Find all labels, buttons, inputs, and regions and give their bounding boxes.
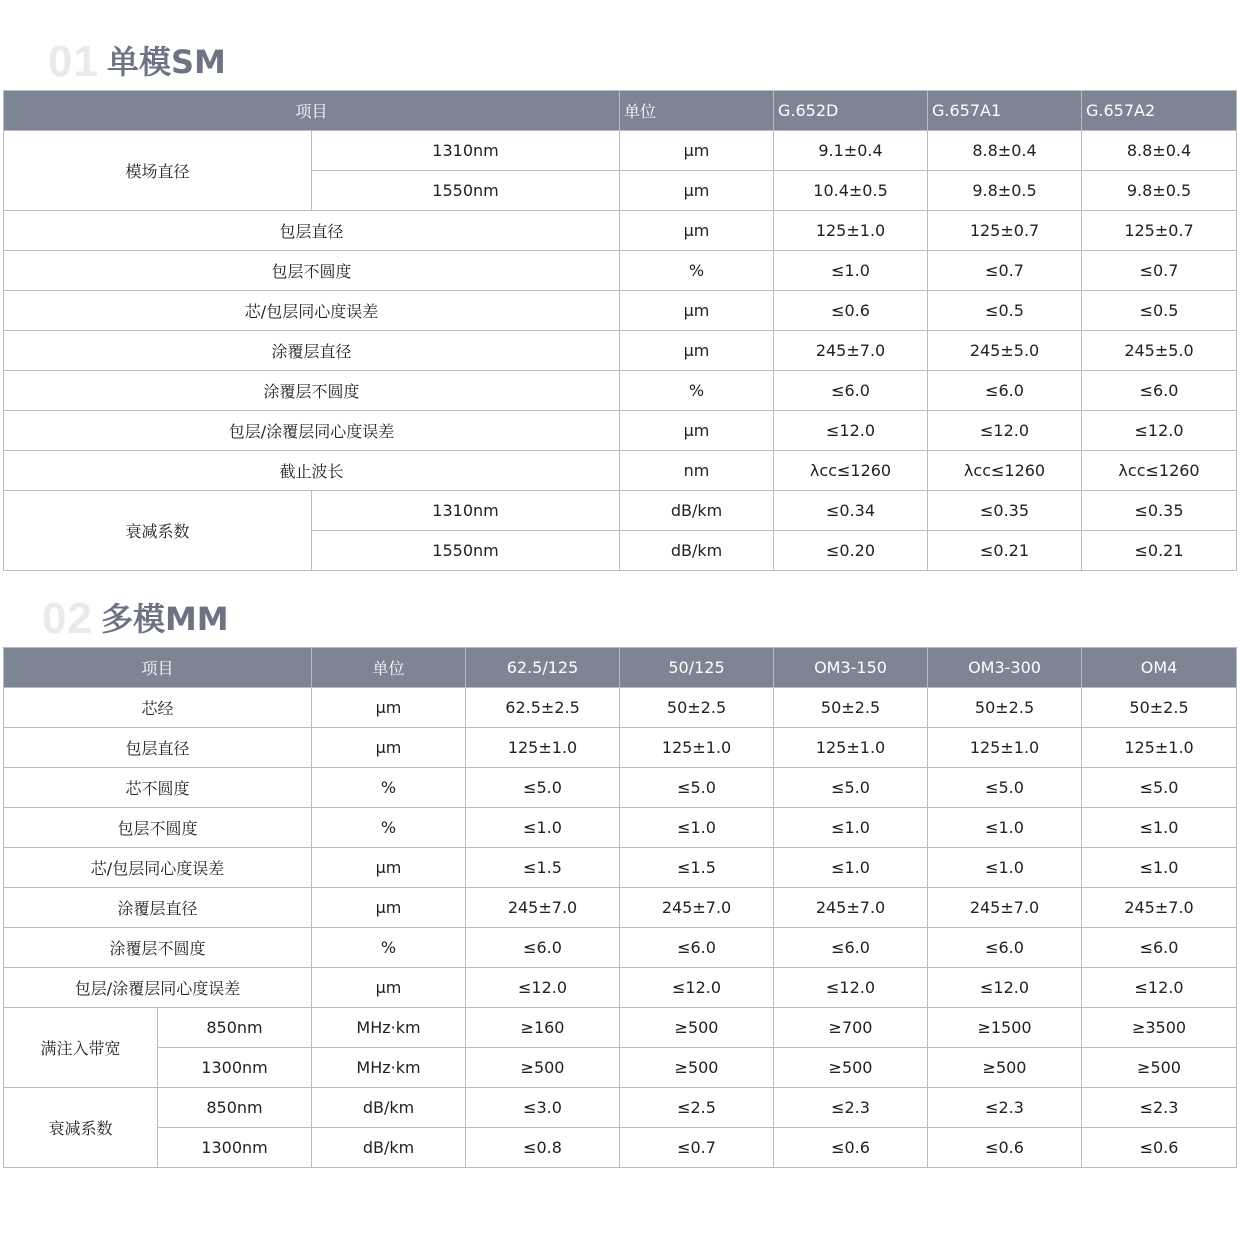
row-sublabel: 1300nm — [158, 1128, 312, 1168]
value-cell: ≤1.0 — [466, 808, 620, 848]
row-label: 涂覆层直径 — [4, 331, 620, 371]
value-cell: ≥700 — [774, 1008, 928, 1048]
table-row — [4, 1088, 1237, 1128]
single-mode-spec-table — [3, 90, 1237, 571]
value-cell: ≤6.0 — [774, 371, 928, 411]
unit-cell: MHz·km — [312, 1008, 466, 1048]
table-header-row — [4, 91, 1237, 131]
value-cell: ≤2.5 — [620, 1088, 774, 1128]
row-label: 包层不圆度 — [4, 808, 312, 848]
table-row — [4, 728, 1237, 768]
table-row — [4, 411, 1237, 451]
header-unit: 单位 — [312, 648, 466, 688]
table-row — [4, 211, 1237, 251]
table-row — [4, 1008, 1237, 1048]
unit-cell: % — [312, 768, 466, 808]
unit-cell: % — [312, 808, 466, 848]
header-g652d: G.652D — [774, 91, 928, 131]
table-row — [4, 1048, 1237, 1088]
row-label: 芯/包层同心度误差 — [4, 848, 312, 888]
value-cell: ≤6.0 — [774, 928, 928, 968]
unit-cell: dB/km — [620, 531, 774, 571]
value-cell: 125±1.0 — [466, 728, 620, 768]
unit-cell: μm — [620, 411, 774, 451]
value-cell: ≥500 — [620, 1008, 774, 1048]
row-sublabel: 850nm — [158, 1008, 312, 1048]
value-cell: ≥500 — [774, 1048, 928, 1088]
value-cell: 245±5.0 — [928, 331, 1082, 371]
value-cell: ≤1.0 — [928, 808, 1082, 848]
value-cell: ≤1.0 — [774, 848, 928, 888]
value-cell: ≤0.21 — [928, 531, 1082, 571]
header-unit: 单位 — [620, 91, 774, 131]
value-cell: ≤1.0 — [620, 808, 774, 848]
table-row — [4, 808, 1237, 848]
unit-cell: μm — [312, 848, 466, 888]
value-cell: ≤0.35 — [928, 491, 1082, 531]
header-om3-300: OM3-300 — [928, 648, 1082, 688]
table-row — [4, 968, 1237, 1008]
value-cell: ≤1.0 — [774, 808, 928, 848]
value-cell: ≥160 — [466, 1008, 620, 1048]
value-cell: 9.1±0.4 — [774, 131, 928, 171]
section-title-sm — [48, 37, 226, 86]
value-cell: ≤0.7 — [620, 1128, 774, 1168]
value-cell: 10.4±0.5 — [774, 171, 928, 211]
value-cell: ≥500 — [466, 1048, 620, 1088]
value-cell: ≤2.3 — [928, 1088, 1082, 1128]
value-cell: 8.8±0.4 — [928, 131, 1082, 171]
unit-cell: nm — [620, 451, 774, 491]
value-cell: 125±1.0 — [1082, 728, 1237, 768]
value-cell: ≤5.0 — [928, 768, 1082, 808]
row-label: 包层直径 — [4, 211, 620, 251]
value-cell: ≤12.0 — [774, 968, 928, 1008]
value-cell: 50±2.5 — [774, 688, 928, 728]
value-cell: ≤0.6 — [1082, 1128, 1237, 1168]
value-cell: ≤5.0 — [1082, 768, 1237, 808]
table-row — [4, 331, 1237, 371]
row-sublabel: 1550nm — [312, 171, 620, 211]
value-cell: ≤3.0 — [466, 1088, 620, 1128]
value-cell: 62.5±2.5 — [466, 688, 620, 728]
header-62-5-125: 62.5/125 — [466, 648, 620, 688]
unit-cell: μm — [312, 888, 466, 928]
value-cell: ≤5.0 — [620, 768, 774, 808]
section-number: 02 — [42, 594, 93, 643]
row-label: 截止波长 — [4, 451, 620, 491]
value-cell: ≤0.7 — [928, 251, 1082, 291]
value-cell: ≥3500 — [1082, 1008, 1237, 1048]
value-cell: ≤0.35 — [1082, 491, 1237, 531]
value-cell: ≤12.0 — [620, 968, 774, 1008]
table-row — [4, 451, 1237, 491]
value-cell: 245±7.0 — [1082, 888, 1237, 928]
row-label: 芯经 — [4, 688, 312, 728]
value-cell: ≤1.0 — [1082, 848, 1237, 888]
value-cell: ≤0.7 — [1082, 251, 1237, 291]
value-cell: ≤5.0 — [466, 768, 620, 808]
value-cell: ≤0.5 — [928, 291, 1082, 331]
unit-cell: μm — [312, 688, 466, 728]
table-row — [4, 1128, 1237, 1168]
row-label: 涂覆层不圆度 — [4, 928, 312, 968]
table-row — [4, 491, 1237, 531]
row-label: 包层/涂覆层同心度误差 — [4, 968, 312, 1008]
value-cell: ≤0.8 — [466, 1128, 620, 1168]
value-cell: ≥500 — [928, 1048, 1082, 1088]
value-cell: ≤2.3 — [1082, 1088, 1237, 1128]
value-cell: ≥500 — [620, 1048, 774, 1088]
unit-cell: dB/km — [312, 1088, 466, 1128]
section-heading: 单模SM — [106, 43, 226, 81]
value-cell: 50±2.5 — [620, 688, 774, 728]
value-cell: ≤1.0 — [928, 848, 1082, 888]
value-cell: ≤0.20 — [774, 531, 928, 571]
value-cell: ≤6.0 — [928, 371, 1082, 411]
row-label: 涂覆层直径 — [4, 888, 312, 928]
value-cell: ≤6.0 — [466, 928, 620, 968]
section-heading: 多模MM — [100, 600, 229, 638]
value-cell: ≤0.6 — [774, 291, 928, 331]
unit-cell: μm — [312, 728, 466, 768]
value-cell: ≤0.6 — [928, 1128, 1082, 1168]
section-number: 01 — [48, 37, 99, 86]
table-row — [4, 291, 1237, 331]
value-cell: ≤0.6 — [774, 1128, 928, 1168]
unit-cell: % — [312, 928, 466, 968]
unit-cell: μm — [312, 968, 466, 1008]
unit-cell: dB/km — [312, 1128, 466, 1168]
table-row — [4, 768, 1237, 808]
table-header-row — [4, 648, 1237, 688]
row-sublabel: 1550nm — [312, 531, 620, 571]
value-cell: ≤0.5 — [1082, 291, 1237, 331]
row-label: 衰减系数 — [4, 491, 312, 571]
row-label: 涂覆层不圆度 — [4, 371, 620, 411]
value-cell: ≤12.0 — [928, 968, 1082, 1008]
unit-cell: MHz·km — [312, 1048, 466, 1088]
header-g657a1: G.657A1 — [928, 91, 1082, 131]
value-cell: 8.8±0.4 — [1082, 131, 1237, 171]
header-g657a2: G.657A2 — [1082, 91, 1237, 131]
row-label: 包层/涂覆层同心度误差 — [4, 411, 620, 451]
value-cell: ≤5.0 — [774, 768, 928, 808]
value-cell: 245±5.0 — [1082, 331, 1237, 371]
value-cell: ≤6.0 — [1082, 928, 1237, 968]
unit-cell: μm — [620, 211, 774, 251]
unit-cell: dB/km — [620, 491, 774, 531]
value-cell: 9.8±0.5 — [1082, 171, 1237, 211]
value-cell: 50±2.5 — [1082, 688, 1237, 728]
unit-cell: μm — [620, 171, 774, 211]
value-cell: ≥1500 — [928, 1008, 1082, 1048]
value-cell: ≥500 — [1082, 1048, 1237, 1088]
value-cell: ≤12.0 — [928, 411, 1082, 451]
value-cell: 245±7.0 — [928, 888, 1082, 928]
value-cell: ≤2.3 — [774, 1088, 928, 1128]
value-cell: ≤12.0 — [1082, 411, 1237, 451]
value-cell: 125±1.0 — [774, 728, 928, 768]
value-cell: ≤0.21 — [1082, 531, 1237, 571]
value-cell: 245±7.0 — [620, 888, 774, 928]
value-cell: ≤12.0 — [774, 411, 928, 451]
header-om3-150: OM3-150 — [774, 648, 928, 688]
value-cell: λcc≤1260 — [1082, 451, 1237, 491]
value-cell: 245±7.0 — [774, 331, 928, 371]
header-50-125: 50/125 — [620, 648, 774, 688]
row-label: 模场直径 — [4, 131, 312, 211]
value-cell: ≤6.0 — [1082, 371, 1237, 411]
header-item: 项目 — [4, 91, 620, 131]
section-title-mm — [42, 594, 229, 643]
value-cell: 50±2.5 — [928, 688, 1082, 728]
table-row — [4, 131, 1237, 171]
value-cell: ≤0.34 — [774, 491, 928, 531]
row-sublabel: 1310nm — [312, 491, 620, 531]
value-cell: ≤6.0 — [620, 928, 774, 968]
unit-cell: % — [620, 251, 774, 291]
unit-cell: μm — [620, 291, 774, 331]
row-label: 包层直径 — [4, 728, 312, 768]
value-cell: ≤1.5 — [466, 848, 620, 888]
value-cell: 125±1.0 — [774, 211, 928, 251]
value-cell: λcc≤1260 — [928, 451, 1082, 491]
row-label: 包层不圆度 — [4, 251, 620, 291]
value-cell: ≤12.0 — [1082, 968, 1237, 1008]
value-cell: 125±0.7 — [928, 211, 1082, 251]
row-label: 芯不圆度 — [4, 768, 312, 808]
value-cell: 245±7.0 — [466, 888, 620, 928]
unit-cell: μm — [620, 331, 774, 371]
table-row — [4, 251, 1237, 291]
value-cell: 245±7.0 — [774, 888, 928, 928]
row-label: 满注入带宽 — [4, 1008, 158, 1088]
table-row — [4, 848, 1237, 888]
value-cell: 9.8±0.5 — [928, 171, 1082, 211]
value-cell: λcc≤1260 — [774, 451, 928, 491]
value-cell: 125±0.7 — [1082, 211, 1237, 251]
unit-cell: % — [620, 371, 774, 411]
header-om4: OM4 — [1082, 648, 1237, 688]
value-cell: ≤12.0 — [466, 968, 620, 1008]
table-row — [4, 371, 1237, 411]
row-label: 芯/包层同心度误差 — [4, 291, 620, 331]
table-row — [4, 688, 1237, 728]
table-row — [4, 928, 1237, 968]
row-label: 衰减系数 — [4, 1088, 158, 1168]
value-cell: ≤1.0 — [1082, 808, 1237, 848]
value-cell: ≤1.0 — [774, 251, 928, 291]
row-sublabel: 1310nm — [312, 131, 620, 171]
table-row — [4, 888, 1237, 928]
value-cell: 125±1.0 — [928, 728, 1082, 768]
multi-mode-spec-table — [3, 647, 1237, 1168]
value-cell: 125±1.0 — [620, 728, 774, 768]
value-cell: ≤6.0 — [928, 928, 1082, 968]
value-cell: ≤1.5 — [620, 848, 774, 888]
row-sublabel: 850nm — [158, 1088, 312, 1128]
unit-cell: μm — [620, 131, 774, 171]
header-item: 项目 — [4, 648, 312, 688]
row-sublabel: 1300nm — [158, 1048, 312, 1088]
